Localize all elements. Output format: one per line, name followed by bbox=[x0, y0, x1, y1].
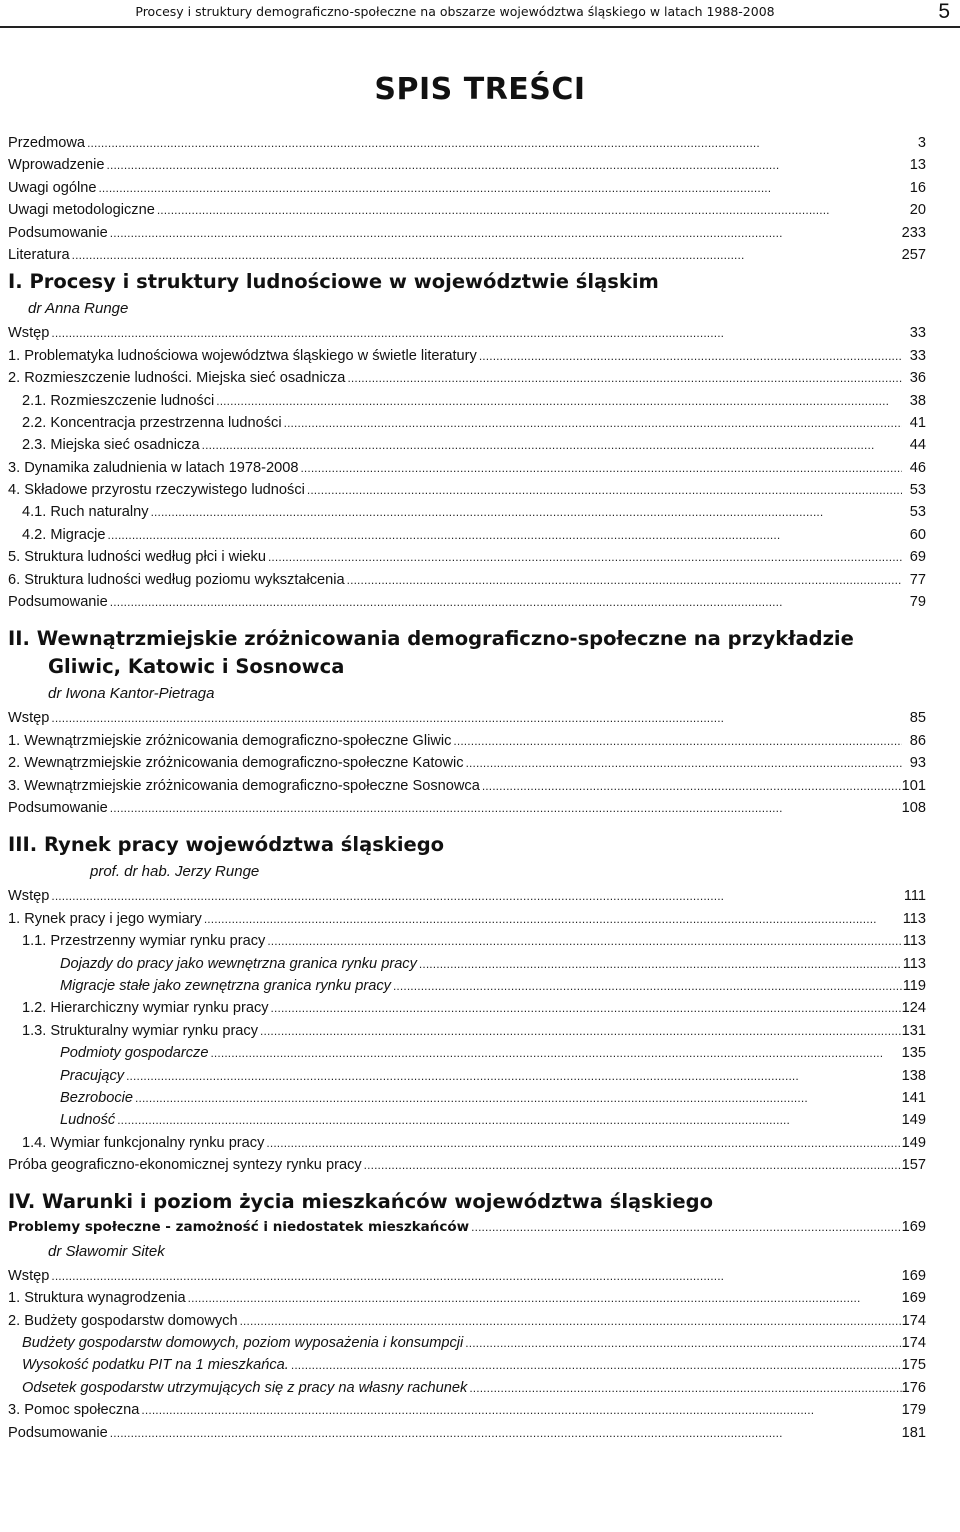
toc-entry[interactable]: 2. Rozmieszczenie ludności. Miejska sieć osadnicza . . . 36 bbox=[8, 367, 926, 389]
toc-entry[interactable]: 1. Wewnątrzmiejskie zróżnicowania demograficzno-społeczne Gliwic . . . 86 bbox=[8, 730, 926, 752]
toc-entry[interactable]: 1. Rynek pracy i jego wymiary . . . 113 bbox=[8, 908, 926, 930]
toc-entry[interactable]: Podsumowanie . . . 181 bbox=[8, 1422, 926, 1444]
toc-entry[interactable]: 1.2. Hierarchiczny wymiar rynku pracy . . . 124 bbox=[8, 997, 926, 1019]
toc-entry[interactable]: 6. Struktura ludności według poziomu wykształcenia . . . 77 bbox=[8, 569, 926, 591]
section-author: dr Iwona Kantor-Pietraga bbox=[48, 685, 215, 703]
section-author: prof. dr hab. Jerzy Runge bbox=[90, 863, 260, 881]
toc-entry[interactable]: Podmioty gospodarcze . . . 135 bbox=[8, 1042, 926, 1064]
toc-entry[interactable]: 2.3. Miejska sieć osadnicza . . . 44 bbox=[8, 434, 926, 456]
toc-entry[interactable]: 3. Pomoc społeczna . . . 179 bbox=[8, 1399, 926, 1421]
toc-entry[interactable]: Wstęp . . . 169 bbox=[8, 1265, 926, 1287]
toc-entry[interactable]: Podsumowanie . . . 79 bbox=[8, 591, 926, 613]
section-heading-line1: II. Wewnątrzmiejskie zróżnicowania demograficzno-społeczne na przykładzie bbox=[8, 627, 854, 651]
toc-entry[interactable]: Bezrobocie . . . 141 bbox=[8, 1087, 926, 1109]
toc-entry[interactable]: Uwagi ogólne . . . 16 bbox=[8, 177, 926, 199]
toc-entry[interactable]: Próba geograficzno-ekonomicznej syntezy rynku pracy . . . 157 bbox=[8, 1154, 926, 1176]
toc-entry[interactable]: Uwagi metodologiczne . . . 20 bbox=[8, 199, 926, 221]
toc-entry[interactable]: Budżety gospodarstw domowych, poziom wyposażenia i konsumpcji . . . 174 bbox=[8, 1332, 926, 1354]
toc-entry[interactable]: 1.1. Przestrzenny wymiar rynku pracy . . . 113 bbox=[8, 930, 926, 952]
section-heading-part1: I. Procesy i struktury ludnościowe w województwie śląskim bbox=[8, 270, 659, 294]
toc-entry[interactable]: Podsumowanie . . . 233 bbox=[8, 222, 926, 244]
toc-entry[interactable]: Przedmowa . . . 3 bbox=[8, 132, 926, 154]
toc-entry[interactable]: Wstęp . . . 33 bbox=[8, 322, 926, 344]
toc-entry[interactable]: Wstęp . . . 85 bbox=[8, 707, 926, 729]
toc-entry[interactable]: 5. Struktura ludności według płci i wieku . . . 69 bbox=[8, 546, 926, 568]
toc-entry[interactable]: Wstęp . . . 111 bbox=[8, 885, 926, 907]
toc-entry[interactable]: Pracujący . . . 138 bbox=[8, 1065, 926, 1087]
toc-entry[interactable]: 4. Składowe przyrostu rzeczywistego ludności . . . 53 bbox=[8, 479, 926, 501]
toc-entry[interactable]: Wysokość podatku PIT na 1 mieszkańca. . . . 175 bbox=[8, 1354, 926, 1376]
section-author: dr Anna Runge bbox=[28, 300, 129, 318]
section-heading-part3: III. Rynek pracy województwa śląskiego bbox=[8, 833, 445, 857]
toc-entry[interactable]: 4.1. Ruch naturalny . . . 53 bbox=[8, 501, 926, 523]
toc-entry[interactable]: 2. Wewnątrzmiejskie zróżnicowania demograficzno-społeczne Katowic . . . 93 bbox=[8, 752, 926, 774]
toc-entry[interactable]: Migracje stałe jako zewnętrzna granica rynku pracy . . . 119 bbox=[8, 975, 926, 997]
toc-entry[interactable]: 3. Wewnątrzmiejskie zróżnicowania demograficzno-społeczne Sosnowca . . . 101 bbox=[8, 775, 926, 797]
toc-entry[interactable]: Literatura . . . 257 bbox=[8, 244, 926, 266]
table-of-contents bbox=[8, 132, 926, 1444]
running-header bbox=[0, 0, 960, 28]
toc-entry-subheading[interactable]: Problemy społeczne - zamożność i niedostatek mieszkańców . . . 169 bbox=[8, 1216, 926, 1238]
toc-entry[interactable]: 1. Problematyka ludnościowa województwa śląskiego w świetle literatury . . . 33 bbox=[8, 345, 926, 367]
toc-entry[interactable]: 1. Struktura wynagrodzenia . . . 169 bbox=[8, 1287, 926, 1309]
toc-entry[interactable]: 4.2. Migracje . . . 60 bbox=[8, 524, 926, 546]
toc-entry[interactable]: Odsetek gospodarstw utrzymujących się z pracy na własny rachunek . . . 176 bbox=[8, 1377, 926, 1399]
toc-entry[interactable]: 2.2. Koncentracja przestrzenna ludności . . . 41 bbox=[8, 412, 926, 434]
toc-entry[interactable]: 3. Dynamika zaludnienia w latach 1978-2008 . . . 46 bbox=[8, 457, 926, 479]
toc-entry[interactable]: Wprowadzenie . . . 13 bbox=[8, 154, 926, 176]
section-heading-part4: IV. Warunki i poziom życia mieszkańców województwa śląskiego bbox=[8, 1190, 714, 1214]
toc-entry[interactable]: Dojazdy do pracy jako wewnętrzna granica rynku pracy . . . 113 bbox=[8, 953, 926, 975]
toc-entry[interactable]: 2. Budżety gospodarstw domowych . . . 174 bbox=[8, 1310, 926, 1332]
page-number: 5 bbox=[938, 0, 950, 23]
toc-entry[interactable]: Ludność . . . 149 bbox=[8, 1109, 926, 1131]
section-heading-line2: Gliwic, Katowic i Sosnowca bbox=[48, 655, 345, 679]
toc-entry[interactable]: 2.1. Rozmieszczenie ludności . . . 38 bbox=[8, 390, 926, 412]
page-title: SPIS TREŚCI bbox=[374, 72, 586, 107]
toc-entry[interactable]: Podsumowanie . . . 108 bbox=[8, 797, 926, 819]
toc-entry[interactable]: 1.4. Wymiar funkcjonalny rynku pracy . . . 149 bbox=[8, 1132, 926, 1154]
section-heading-part2 bbox=[8, 625, 926, 681]
running-title: Procesy i struktury demograficzno-społeczne na obszarze województwa śląskiego w latach 1988-2008 bbox=[135, 4, 775, 19]
section-author: dr Sławomir Sitek bbox=[48, 1242, 165, 1260]
toc-entry[interactable]: 1.3. Strukturalny wymiar rynku pracy . . . 131 bbox=[8, 1020, 926, 1042]
